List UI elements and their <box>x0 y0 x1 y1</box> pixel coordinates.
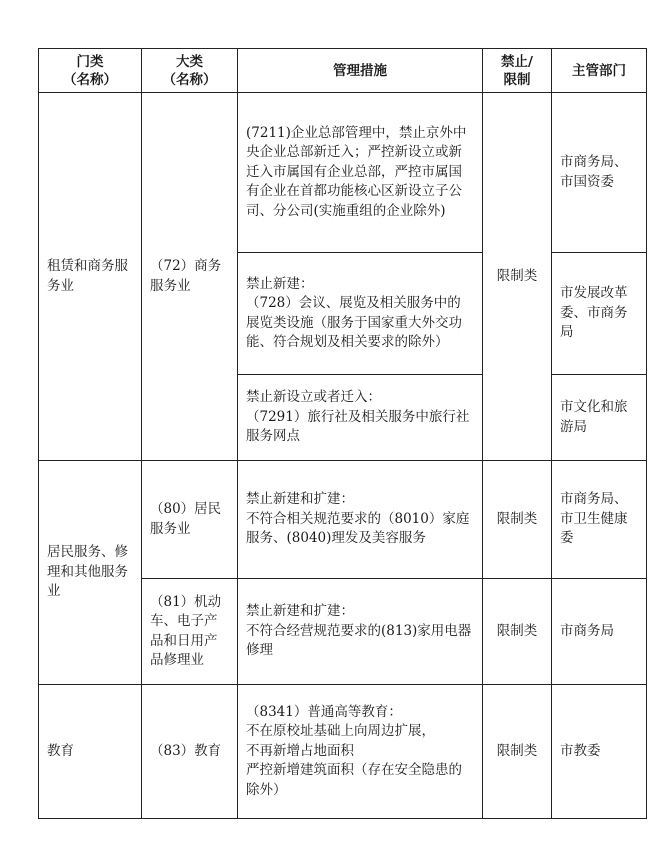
type-cell: 限制类 <box>483 685 552 819</box>
measure-cell: 禁止新设立或者迁入： （7291）旅行社及相关服务中旅行社服务网点 <box>238 375 483 461</box>
subcategory-cell: （83）教育 <box>142 685 238 819</box>
type-cell: 限制类 <box>483 93 552 461</box>
category-cell: 教育 <box>39 685 142 819</box>
header-type: 禁止/ 限制 <box>483 49 552 93</box>
measure-cell: (7211)企业总部管理中，禁止京外中央企业总部新迁入；严控新设立或新迁入市属国有企业总部，严控市属国有企业在首都功能核心区新设立子公司、分公司(实施重组的企业除外) <box>238 93 483 253</box>
table-row <box>39 93 647 253</box>
subcategory-cell: （72）商务服务业 <box>142 93 238 461</box>
measure-cell: 禁止新建和扩建： 不符合相关规范要求的（8010）家庭服务、(8040)理发及美容服务 <box>238 461 483 579</box>
header-measures: 管理措施 <box>238 49 483 93</box>
department-cell: 市商务局 <box>552 579 647 685</box>
table-row <box>39 461 647 579</box>
department-cell: 市文化和旅游局 <box>552 375 647 461</box>
department-cell: 市商务局、市国资委 <box>552 93 647 253</box>
table-row <box>39 685 647 819</box>
header-row <box>39 49 647 93</box>
header-department: 主管部门 <box>552 49 647 93</box>
measure-cell: 禁止新建： （728）会议、展览及相关服务中的展览类设施（服务于国家重大外交功能、符合规划及相关要求的除外） <box>238 253 483 375</box>
department-cell: 市教委 <box>552 685 647 819</box>
subcategory-cell: （81）机动车、电子产品和日用产品修理业 <box>142 579 238 685</box>
category-cell: 租赁和商务服务业 <box>39 93 142 461</box>
department-cell: 市发展改革委、市商务局 <box>552 253 647 375</box>
header-category: 门类 （名称） <box>39 49 142 93</box>
department-cell: 市商务局、市卫生健康委 <box>552 461 647 579</box>
category-cell: 居民服务、修理和其他服务业 <box>39 461 142 685</box>
header-subcategory: 大类 （名称） <box>142 49 238 93</box>
subcategory-cell: （80）居民服务业 <box>142 461 238 579</box>
policy-table <box>38 48 647 819</box>
measure-cell: 禁止新建和扩建： 不符合经营规范要求的(813)家用电器修理 <box>238 579 483 685</box>
type-cell: 限制类 <box>483 461 552 579</box>
measure-cell: （8341）普通高等教育： 不在原校址基础上向周边扩展， 不再新增占地面积 严控新增建筑面积（存在安全隐患的除外） <box>238 685 483 819</box>
type-cell: 限制类 <box>483 579 552 685</box>
